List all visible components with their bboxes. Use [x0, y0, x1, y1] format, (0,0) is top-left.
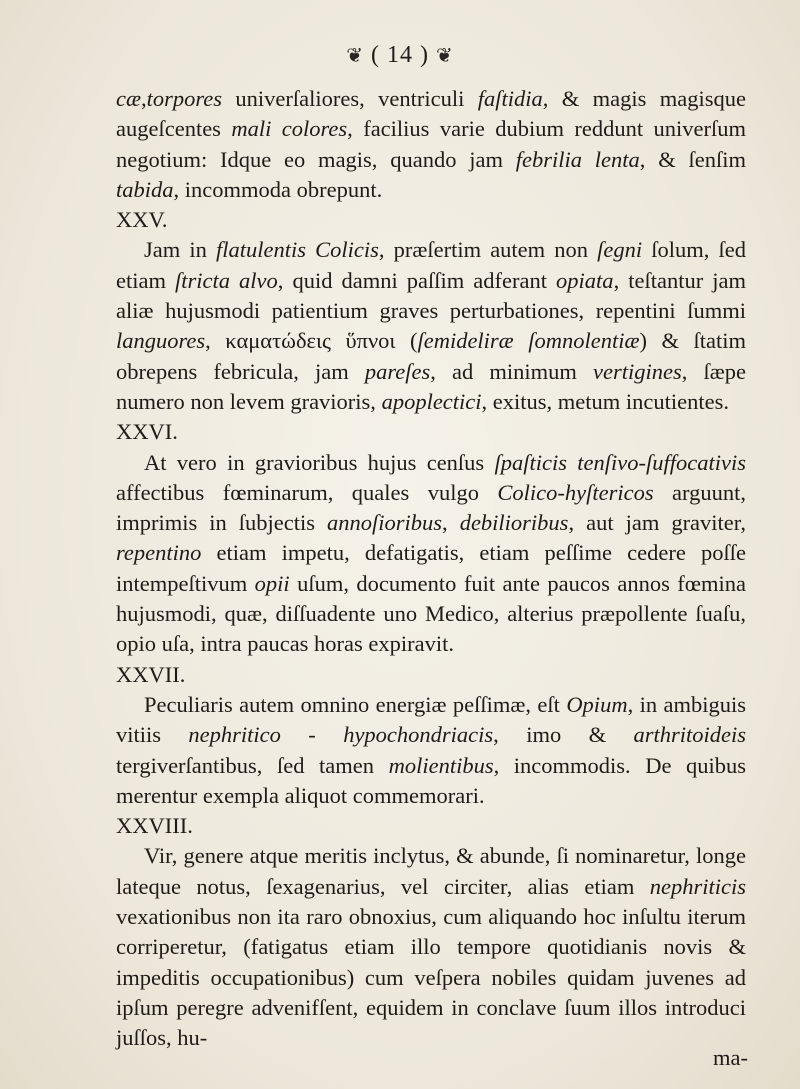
paragraph [116, 690, 746, 811]
text-run: , in ambiguis vitiis [116, 691, 746, 748]
text-run: affectibus fœminarum, quales vulgo [116, 479, 498, 505]
text-run: univerſaliores, ventriculi [222, 86, 478, 111]
text-run: , facilius varie dubium reddunt univerſum negotium: Idque eo magis, quando jam [116, 116, 746, 172]
italic-run: vertigines [593, 358, 682, 384]
section-number: XXV. [116, 207, 168, 233]
italic-run: languores [116, 328, 206, 354]
text-run: arguunt, imprimis in ſubjectis [116, 479, 746, 536]
section-number: XXVII. [116, 661, 186, 687]
text-run: , aut jam graviter, [568, 510, 747, 536]
text-run: Vir, genere atque meritis inclytus, & abunde, ſi nominaretur, longe lateque notus, ſexagenarius, vel circiter, alias etiam [116, 843, 746, 899]
italic-run: debilioribus [459, 510, 569, 536]
italic-run: opiata [556, 267, 614, 293]
text-run: , ſæpe numero non levem gravioris, [116, 358, 746, 414]
italic-run: faſtidia [477, 86, 543, 111]
body-text [116, 84, 746, 1054]
text-run: , exitus, metum incutientes. [481, 388, 729, 414]
ornament-left-icon: ❦ [346, 45, 364, 67]
text-run: At vero in gravioribus hujus cenſus [144, 449, 495, 475]
italic-run: nephritico - hypochondriacis [188, 722, 494, 748]
text-run: ) & ſtatim obrepens febricula, jam [116, 328, 746, 384]
catchword: ma- [713, 1045, 748, 1070]
italic-run: ſegni [597, 237, 643, 263]
paragraph [116, 448, 746, 660]
page-number: ( 14 ) [371, 42, 429, 68]
italic-run: mali colores [231, 116, 348, 142]
text-run: vexationibus non ita raro obnoxius, cum aliquando hoc inſultu iterum corriperetur, (fatigatus etiam illo tempore quotidianis novis & impeditis occupationibus) cum veſpera nobiles quidam juvenes ad ipſum peregre advenifſent, equidem in conclave ſuum illos introduci juſſos, hu- [116, 904, 746, 1051]
text-run: , [141, 86, 147, 111]
italic-run: opii [254, 570, 290, 596]
italic-run: ſpaſticis tenſivo-ſuffocativis [494, 449, 746, 475]
italic-run: Colico-hyſtericos [497, 479, 654, 505]
paragraph [116, 841, 746, 1053]
italic-run: Opium [566, 691, 628, 717]
text-run: , imo & [493, 722, 634, 748]
italic-run: annoſioribus [327, 510, 443, 536]
text-run: uſum, documento fuit ante paucos annos fœmina hujusmodi, quæ, diſſuadente uno Medico, alterius præpollente ſuaſu, opio uſa, intra paucas horas expiravit. [116, 570, 746, 657]
text-run: , καματώδεις ὕπνοι ( [205, 328, 418, 354]
italic-run: repentino [116, 540, 202, 566]
text-run: , incommodis. De quibus merentur exempla aliquot commemorari. [116, 752, 746, 808]
ornament-right-icon: ❦ [435, 45, 454, 67]
text-run: Peculiaris autem omnino energiæ peſſimæ, eſt [144, 691, 567, 717]
text-run: , [442, 510, 460, 536]
text-run: , præſertim autem non [378, 237, 598, 263]
paragraph [116, 84, 746, 205]
italic-run: tabida [116, 176, 174, 202]
text-run: , & magis magisque augeſcentes [116, 86, 746, 142]
text-run: Jam in [144, 237, 216, 263]
text-run: , & ſenſim [639, 146, 746, 172]
section-number: XXVI. [116, 419, 178, 445]
page-header [0, 42, 800, 69]
text-run: tergiverſantibus, ſed tamen [116, 752, 389, 778]
text-run: , quid damni paſſim adferant [277, 267, 557, 293]
italic-run: ſtricta alvo [175, 267, 278, 293]
text-run: , ad minimum [430, 358, 594, 384]
italic-run: ſemideliræ ſomnolentiæ [417, 328, 640, 354]
italic-run: cæ [116, 86, 141, 111]
italic-run: apoplectici [381, 388, 482, 414]
section-number: XXVIII. [116, 813, 193, 839]
italic-run: flatulentis Colicis [215, 237, 379, 263]
text-run: ſolum, ſed etiam [116, 237, 746, 293]
italic-run: molientibus [388, 752, 494, 778]
italic-run: torpores [146, 86, 223, 111]
italic-run: pareſes [364, 358, 431, 384]
paragraph [116, 235, 746, 417]
italic-run: nephriticis [649, 873, 746, 899]
italic-run: arthritoideis [633, 722, 747, 748]
italic-run: febrilia lenta [515, 146, 640, 172]
text-run: etiam impetu, defatigatis, etiam peſſime cedere poſſe intempeſtivum [116, 540, 746, 596]
text-run: , incommoda obrepunt. [173, 176, 383, 202]
text-run: , teſtantur jam aliæ hujusmodi patientium graves perturbationes, repentini ſummi [116, 267, 746, 324]
